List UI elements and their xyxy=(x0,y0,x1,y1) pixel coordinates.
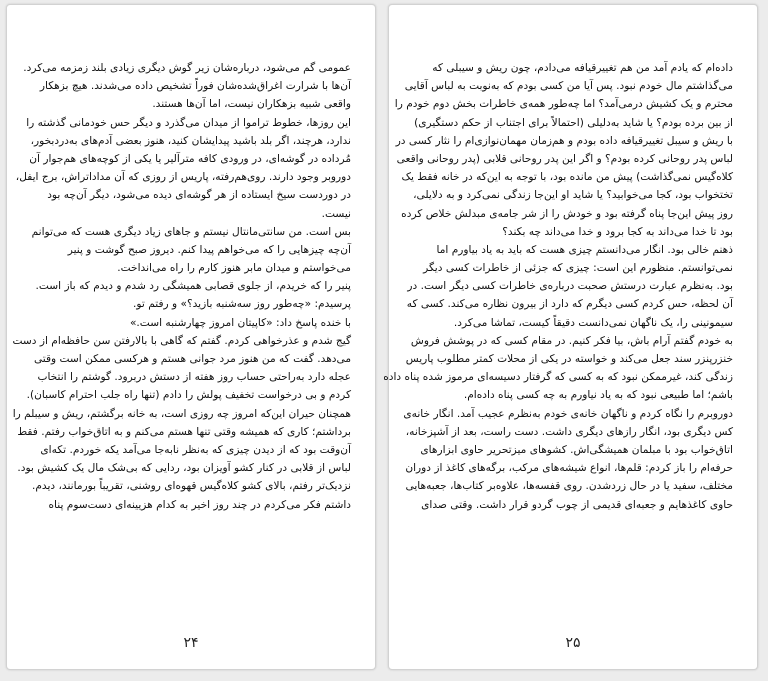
text-line: ندارد، هرچند، اگر بلد باشید پیدایشان کنید، هنوز بعضی آدم‌های به‌دردبخور، xyxy=(30,134,351,147)
text-line: در دوردست سیخ ایستاده از هر گوشه‌ای دیده می‌شود، دیگر آن‌چه بود xyxy=(47,189,351,202)
text-line: گیج شدم و عذرخواهی کردم. گفتم که گاهی با بالارفتن سن حافظه‌ام از دست xyxy=(12,334,351,347)
page-number-right: ۲۵ xyxy=(565,635,581,651)
text-line: لباس پدر روحانی کرده بودم؟ و اگر این پدر روحانی قلابی (پدر روحانی واقعی xyxy=(396,152,733,165)
text-line: روز پیش این‌جا پناه گرفته بود و خودش را از شر جامه‌ی مبدلش خلاص کرده xyxy=(401,207,733,220)
text-line: زندگی کند، غیرممکن نبود که به کسی که گرفتار دسیسه‌ای مرموز شده پناه داده xyxy=(383,371,733,384)
text-line: بود تا خدا می‌داند به کجا برود و خدا می‌داند چه بکند؟ xyxy=(502,225,733,238)
text-line: با خنده پاسخ داد: «کاپیتان امروز چهارشنبه است.» xyxy=(129,316,351,329)
book-page-right xyxy=(383,4,758,670)
text-line: مُرداده در گوشه‌ای، در ورودی کافه مترآلیر یا یکی از کوچه‌های هم‌جوار آن xyxy=(29,152,351,165)
text-line: تختخواب بود، کجا می‌خوابید؟ یا شاید او این‌جا زندگی نمی‌کرد و به دلایلی، xyxy=(413,189,733,202)
text-line: اتاق‌خواب بود با مبلمان همیشگی‌اش. کشوهای میزتحریر حاوی ابزارهای xyxy=(420,443,733,456)
text-line: سیمونینی را، یک ناگهان نمی‌دانست دقیقاً کیست، تماشا می‌کرد. xyxy=(453,316,733,329)
page-number-left: ۲۴ xyxy=(183,635,199,651)
text-line: آن‌وقت بود که از دیدن چیزی که به‌نظر نابه‌جا می‌آمد یکه خوردم. تکه‌ای xyxy=(40,443,351,456)
text-line: مختلف، سفید یا در حال زردشدن. روی قفسه‌ها، علاوه‌بر کتاب‌ها، جعبه‌هایی xyxy=(405,480,733,493)
text-line: کس دیگری بود، انگار رازهای دیگری داشت. دست راست، بعد از آشپزخانه، xyxy=(405,425,733,438)
text-line: نمی‌توانستم. منظورم این است: چیزی که جزئی از خاطرات کسی دیگر xyxy=(423,262,733,275)
text-line: خنزرپنزر سند جعل می‌کند و خواسته در یکی از محلات کمتر مطلوب پاریس xyxy=(405,353,733,365)
text-line: محترم و یک کشیش درمی‌آمد؟ اما چه‌طور همه‌ی خاطرات بخش دوم خودم را xyxy=(394,98,733,111)
text-line: این روزها، خطوط تراموا از میدان می‌گذرد و دیگر حس خودمانی گذشته را xyxy=(26,116,351,129)
text-line: آن‌چه چیزهایی را که می‌خواهم پیدا کنم. دیروز صبح گوشت و پنیر xyxy=(67,243,351,256)
text-line: ذهنم خالی بود. انگار می‌دانستم چیزی هست که باید به یاد بیاورم اما xyxy=(436,243,733,256)
text-line: باشم؛ اما طبیعی نبود که به یاد نیاورم به چه کسی پناه داده‌ام. xyxy=(463,389,733,402)
text-line: داشتم فکر می‌کردم در چند روز اخیر به کدام هزیینه‌ای دست‌سوم پناه xyxy=(48,498,351,511)
text-line: کلاه‌گیس نمی‌گذاشت) پیش من مانده بود، با توجه به این‌که در خانه فقط یک xyxy=(401,171,733,184)
text-line: داده‌ام که یادم آمد من هم تغییرقیافه می‌دادم، چون ریش و سیبلی که xyxy=(432,62,733,74)
text-line: از بین برده بودم؟ یا شاید به‌دلیلی (احتمالاً برای اجتناب از حکم دستگیری) xyxy=(414,116,733,129)
text-line: بود. به‌نظرم عبارت درستش صحبت درباره‌ی خاطرات کسی دیگر است. در xyxy=(407,280,733,293)
text-line: به خودم گفتم آرام باش، بیا فکر کنیم. در مقام کسی که در پوشش فروش xyxy=(410,334,733,347)
page-text-right xyxy=(383,59,733,514)
text-line: نیست. xyxy=(321,207,351,220)
text-line: برداشتم؛ کاری که همیشه وقتی تنها هستم می‌کنم و به اتاق‌خواب رفتم. فقط xyxy=(17,425,351,438)
text-line: می‌دهد. گفت که من هنوز مرد جوانی هستم و هرکسی ممکن است وقتی xyxy=(33,353,351,365)
text-line: عمومی گم می‌شود، درباره‌شان زیر گوش دیگری زیادی بلند زمزمه می‌کرد. xyxy=(23,62,351,74)
text-line: لباس از قلابی در کنار کشو آویزان بود، ردایی که بی‌شک مال یک کشیش بود. xyxy=(17,462,351,475)
text-line: عجله دارد به‌راحتی حساب روز هفته از دستش دربرود. گوشتم را انتخاب xyxy=(37,371,351,384)
text-line: با ریش و سیبل تغییرقیافه داده بودم و هم‌زمان مهمان‌نوازی‌ام را نثار کسی در xyxy=(395,134,733,147)
text-line: بس است. من سانتی‌مانتال نیستم و جاهای زیاد دیگری هست که می‌توانم xyxy=(31,225,351,238)
text-line: حاوی کاغذهایم و جعبه‌ای قدیمی از چوب گردو قرار داشت. وقتی صدای xyxy=(421,498,733,511)
text-line: پنیر را که خریدم، از جلوی قصابی همیشگی رد شدم و دیدم که باز است. xyxy=(35,280,351,293)
text-line: پرسیدم: «چه‌طور روز سه‌شنبه بازید؟» و رفتم تو. xyxy=(133,298,351,311)
text-line: دوروبرم را نگاه کردم و ناگهان خانه‌ی خودم به‌نظرم عجیب آمد. انگار خانه‌ی xyxy=(403,407,733,420)
text-line: حرفه‌ام را باز کردم: قلم‌ها، انواع شیشه‌های مرکب، برگه‌های کاغذ از دوران xyxy=(405,462,733,475)
text-line: نزدیک‌تر رفتم، بالای کشو کلاه‌گیس قهوه‌ای روشنی، تقریباً بورمانند، دیدم. xyxy=(31,480,351,493)
text-line: می‌خواستم و میدان مابر هنوز کارم را راه می‌انداخت. xyxy=(117,262,351,275)
text-line: می‌گذاشتم مال خودم نبود. پس آیا من کسی بودم که به‌نوبت به لباس آقایی xyxy=(404,80,733,93)
book-page-left xyxy=(6,4,376,670)
text-line: واقعی شبیه بزهکاران نیست، اما آن‌ها هستند. xyxy=(152,98,351,111)
text-line: آن لحظه، حس کردم کسی دیگرم که دارد از بیرون نظاره می‌کند. کسی که xyxy=(406,298,733,311)
text-line: همچنان حیران این‌که امروز چه روزی است، به خانه برگشتم، ریش و سیبلم را xyxy=(12,407,351,420)
text-line: کردم و بی درخواست تخفیف پولش را دادم (تنها راه جلب احترام کاسبان). xyxy=(26,389,351,402)
page-text-left xyxy=(12,59,351,514)
text-line: دوروبر وجود دارند. روی‌هم‌رفته، پاریس از روزی که آن مداداتراش، برج ایفل، xyxy=(15,171,351,184)
text-line: آن‌ها با شرارت اغراق‌شده‌شان فوراً تشخیص داده می‌شدند. هیچ بزهکار xyxy=(39,80,351,93)
